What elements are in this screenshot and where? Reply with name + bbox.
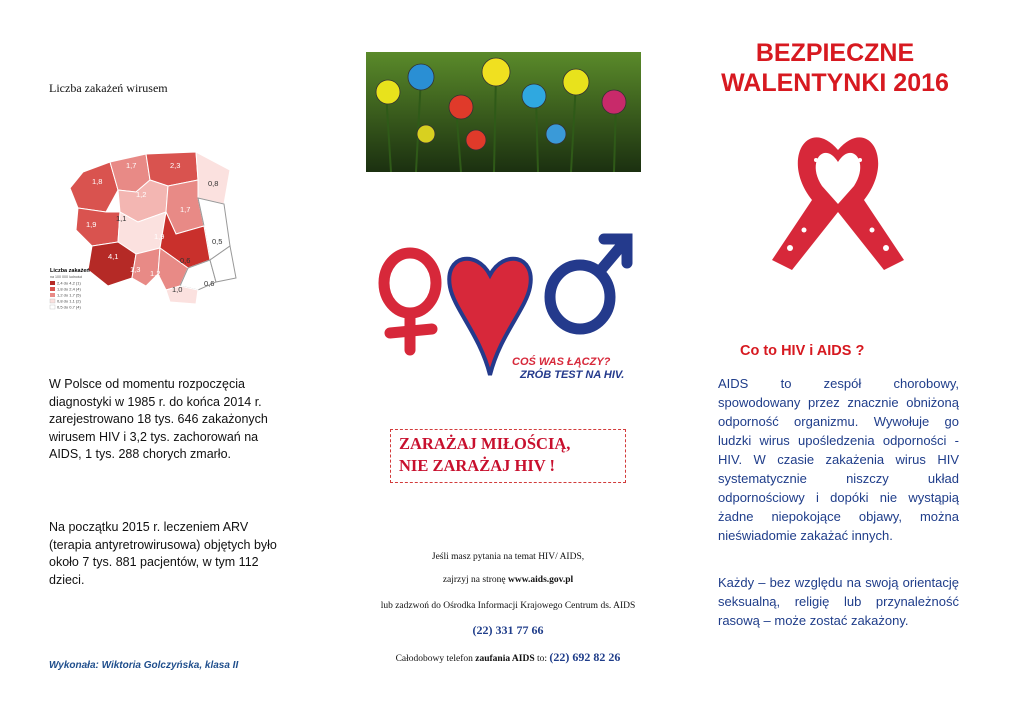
map-value: 2,3 (170, 161, 181, 170)
map-value: 1,9 (86, 220, 97, 229)
map-value: 1,2 (150, 269, 161, 278)
legend-item: 1,2 do 1,7 (5) (57, 292, 81, 298)
map-value: 1,8 (92, 177, 103, 186)
legend-item: 0,5 do 0,7 (4) (57, 304, 81, 310)
map-value: 1,1 (116, 214, 127, 223)
map-region (70, 162, 118, 212)
map-value: 1,7 (126, 161, 137, 170)
map-value: 0,6 (204, 279, 215, 288)
symbols-caption-line2: ZRÓB TEST NA HIV. (520, 369, 625, 381)
aids-definition-paragraph: AIDS to zespół chorobowy, spowodowany przez znacznie obniżoną odporność organizmu. Wywołuje go ludzki wirus upośledzenia odporności - HIV. W czasie zakażenia wirus HIV systematycznie niszczy układ odpornościowy i dopóki nie wystąpią żadne niepokojące objawy, można nieświadomie zakażać innych. (718, 376, 959, 543)
legend-item: 0,8 do 1,1 (2) (57, 298, 81, 304)
section-heading-hiv-aids: Co to HIV i AIDS ? (740, 343, 865, 359)
leaflet-title: BEZPIECZNE WALENTYNKI 2016 (721, 39, 949, 97)
poland-infection-map (48, 150, 270, 322)
map-value: 4,1 (108, 252, 119, 261)
hiv-statistics-paragraph: W Polsce od momentu rozpoczęcia diagnostyki w 1985 r. do końca 2014 r. zarejestrowano 18 tys. 646 zakażonych wirusem HIV i 3,2 tys. zachorowań na AIDS, 1 tys. 288 chorych zmarło. (49, 377, 268, 461)
map-value: 1,0 (172, 285, 183, 294)
symbols-caption-line1: COŚ WAS ŁĄCZY? (512, 356, 611, 368)
phone-number-info-center: (22) 331 77 66 (472, 623, 544, 637)
contact-line2: zajrzyj na stronę www.aids.gov.pl (442, 575, 574, 585)
aids-ribbon-icon (760, 120, 916, 280)
legend-title: Liczba zakażeń (50, 268, 90, 274)
contact-line1: Jeśli masz pytania na temat HIV/ AIDS, (431, 552, 585, 562)
author-credit: Wykonała: Wiktoria Golczyńska, klasa II (49, 660, 239, 671)
anyone-can-be-infected-paragraph: Każdy – bez względu na swoją orientację seksualną, religię lub przynależność rasową – może zostać zakażony. (718, 575, 959, 628)
condom-flowers-photo (366, 52, 641, 172)
phone-number-helpline: (22) 692 82 26 (549, 650, 621, 664)
map-value: 1,2 (136, 190, 147, 199)
legend-subtitle: na 100 000 ludności (50, 275, 83, 279)
slogan-line1: ZARAŻAJ MIŁOŚCIĄ, (399, 434, 571, 453)
legend-item: 2,4 do 4,2 (1) (57, 280, 81, 286)
map-value: 0,6 (180, 256, 191, 265)
contact-line5: Całodobowy telefon zaufania AIDS to: (22) 692 82 26 (395, 650, 621, 664)
arv-treatment-paragraph: Na początku 2015 r. leczeniem ARV (terapia antyretrowirusowa) objętych było około 7 tys. 881 pacjentów, w tym 112 dzieci. (49, 520, 277, 587)
map-caption: Liczba zakażeń wirusem (49, 81, 168, 95)
legend-item: 1,8 do 2,4 (4) (57, 286, 81, 292)
map-value: 0,5 (212, 237, 223, 246)
map-region (196, 152, 230, 204)
website-link[interactable]: www.aids.gov.pl (507, 575, 574, 585)
map-value: 1,9 (154, 232, 165, 241)
map-value: 1,7 (180, 205, 191, 214)
map-value: 0,8 (208, 179, 219, 188)
gender-heart-symbols (372, 225, 644, 385)
slogan-box (390, 429, 626, 483)
map-region (88, 242, 136, 286)
contact-line3: lub zadzwoń do Ośrodka Informacji Krajowego Centrum ds. AIDS (380, 601, 636, 611)
map-region (76, 208, 120, 246)
slogan-line2: NIE ZARAŻAJ HIV ! (399, 456, 556, 475)
map-value: 1,3 (130, 265, 141, 274)
